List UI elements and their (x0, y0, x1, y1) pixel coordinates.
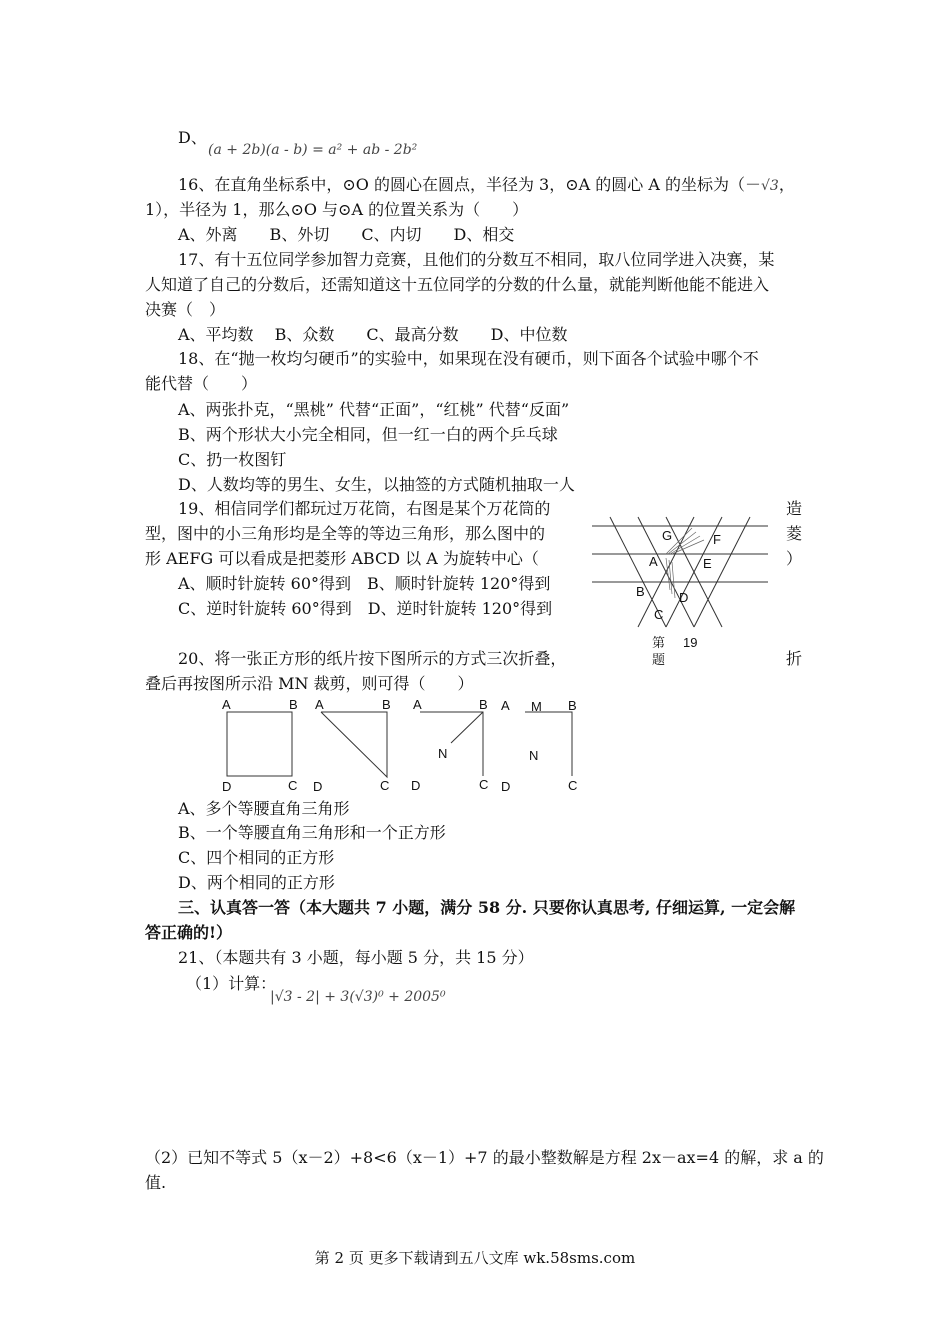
f3-label-d: D (411, 778, 421, 793)
q19-label-c: C (654, 607, 664, 622)
q18-line-2: 能代替（ ） (145, 374, 258, 393)
q16-options: A、外离 B、外切 C、内切 D、相交 (178, 225, 515, 244)
f2-label-a: A (315, 698, 324, 712)
f4-label-d: D (501, 779, 511, 794)
q19-caption-ti: 题 (652, 652, 666, 667)
q18-option-b: B、两个形状大小完全相同，但一红一白的两个乒乓球 (178, 425, 558, 444)
q17-line-3: 决赛（ ） (145, 300, 226, 319)
q19-label-a: A (649, 554, 658, 569)
q19-label-e: E (703, 556, 712, 571)
f4-label-b: B (568, 698, 577, 713)
q19-line-2: 型，图中的小三角形均是全等的等边三角形，那么图中的 (145, 524, 546, 543)
fold-triangle-2 (321, 712, 387, 777)
q19-line-1: 19、相信同学们都玩过万花筒，右图是某个万花筒的 (178, 499, 551, 518)
q16-line-2: 1），半径为 1，那么⊙O 与⊙A 的位置关系为（ ） (145, 200, 529, 219)
section-3-heading-line-1: 三、认真答一答（本大题共 7 小题，满分 58 分. 只要你认真思考, 仔细运算, 一定会解 (178, 898, 796, 917)
f2-label-b: B (382, 698, 391, 712)
fold-shape-4 (525, 712, 572, 776)
q21-part1-label: （1）计算： (186, 974, 277, 993)
f3-label-c: C (479, 777, 489, 792)
q19-caption-di: 第 (652, 635, 666, 650)
q19-line-2-end: 菱 (786, 524, 803, 543)
page-footer: 第 2 页 更多下载请到五八文库 wk.58sms.com (314, 1249, 636, 1267)
q19-line-3: 形 AEFG 可以看成是把菱形 ABCD 以 A 为旋转中心（ (145, 549, 539, 568)
diagonal-line (694, 517, 750, 627)
f2-label-d: D (313, 779, 323, 794)
q21-part2-line-1: （2）已知不等式 5（x－2）+8<6（x－1）+7 的最小整数解是方程 2x－ax=4 的解，求 a 的 (145, 1148, 824, 1167)
f1-label-a: A (222, 698, 231, 712)
q19-kaleidoscope-figure (590, 512, 770, 637)
q18-option-d: D、人数均等的男生、女生，以抽签的方式随机抽取一人 (178, 475, 575, 494)
q17-options: A、平均数 B、众数 C、最高分数 D、中位数 (178, 325, 568, 344)
f1-label-d: D (222, 779, 232, 794)
q20-option-d: D、两个相同的正方形 (178, 873, 335, 892)
q19-line-3-end: ） (786, 549, 803, 568)
q18-option-c: C、扔一枚图钉 (178, 450, 287, 469)
f4-label-c: C (568, 778, 578, 793)
f3-label-n: N (438, 746, 448, 761)
f1-label-b: B (289, 698, 298, 712)
q19-line-1-end: 造 (786, 499, 803, 518)
q20-folding-figures (215, 698, 595, 798)
q20-option-b: B、一个等腰直角三角形和一个正方形 (178, 823, 446, 842)
q20-line-1: 20、将一张正方形的纸片按下图所示的方式三次折叠， (178, 649, 567, 668)
section-3-heading-line-2: 答正确的!） (145, 923, 233, 942)
q19-label-b: B (636, 584, 645, 599)
f4-label-n: N (529, 748, 539, 763)
q15-option-d-formula: (a + 2b)(a - b) = a² + ab - 2b² (208, 142, 418, 158)
q18-line-1: 18、在“抛一枚均匀硬币”的实验中，如果现在没有硬币，则下面各个试验中哪个不 (178, 349, 759, 368)
f4-label-a: A (501, 698, 510, 713)
q17-line-1: 17、有十五位同学参加智力竞赛，且他们的分数互不相同，取八位同学进入决赛，某 (178, 250, 775, 269)
q16-text: 16、在直角坐标系中，⊙O 的圆心在圆点，半径为 3，⊙A 的圆心 A 的坐标为（－ (178, 175, 762, 194)
q19-options-2: C、逆时针旋转 60°得到 D、逆时针旋转 120°得到 (178, 599, 553, 618)
q20-option-c: C、四个相同的正方形 (178, 848, 335, 867)
q19-caption-num: 19 (683, 635, 698, 650)
fold-cut-3 (451, 712, 483, 743)
q15-option-d-label: D、 (178, 128, 207, 147)
q21-part1-formula: |√3 - 2| + 3(√3)⁰ + 2005⁰ (270, 989, 446, 1005)
q20-line-2: 叠后再按图所示沿 MN 裁剪，则可得（ ） (145, 674, 474, 693)
f3-label-b: B (479, 698, 488, 712)
f2-label-c: C (380, 778, 390, 793)
q16-comma: ， (778, 175, 795, 194)
q18-option-a: A、两张扑克，“黑桃” 代替“正面”，“红桃” 代替“反面” (178, 400, 570, 419)
f3-label-a: A (413, 698, 422, 712)
q20-option-a: A、多个等腰直角三角形 (178, 799, 350, 818)
q19-label-f: F (713, 532, 721, 547)
q19-label-d: D (679, 590, 689, 605)
q20-line-1-end: 折 (786, 649, 803, 668)
q16-line-1 (178, 174, 795, 197)
q17-line-2: 人知道了自己的分数后，还需知道这十五位同学的分数的什么量，就能判断他能不能进入 (145, 275, 770, 294)
q19-options-1: A、顺时针旋转 60°得到 B、顺时针旋转 120°得到 (178, 574, 551, 593)
q19-label-g: G (662, 528, 673, 543)
f4-label-m: M (531, 699, 542, 714)
q16-sqrt3: √3 (761, 178, 779, 194)
f1-label-c: C (288, 778, 298, 793)
fold-square-1 (227, 712, 292, 776)
q21-header: 21、（本题共有 3 小题，每小题 5 分，共 15 分） (178, 948, 534, 967)
q21-part2-line-2: 值. (145, 1173, 167, 1192)
